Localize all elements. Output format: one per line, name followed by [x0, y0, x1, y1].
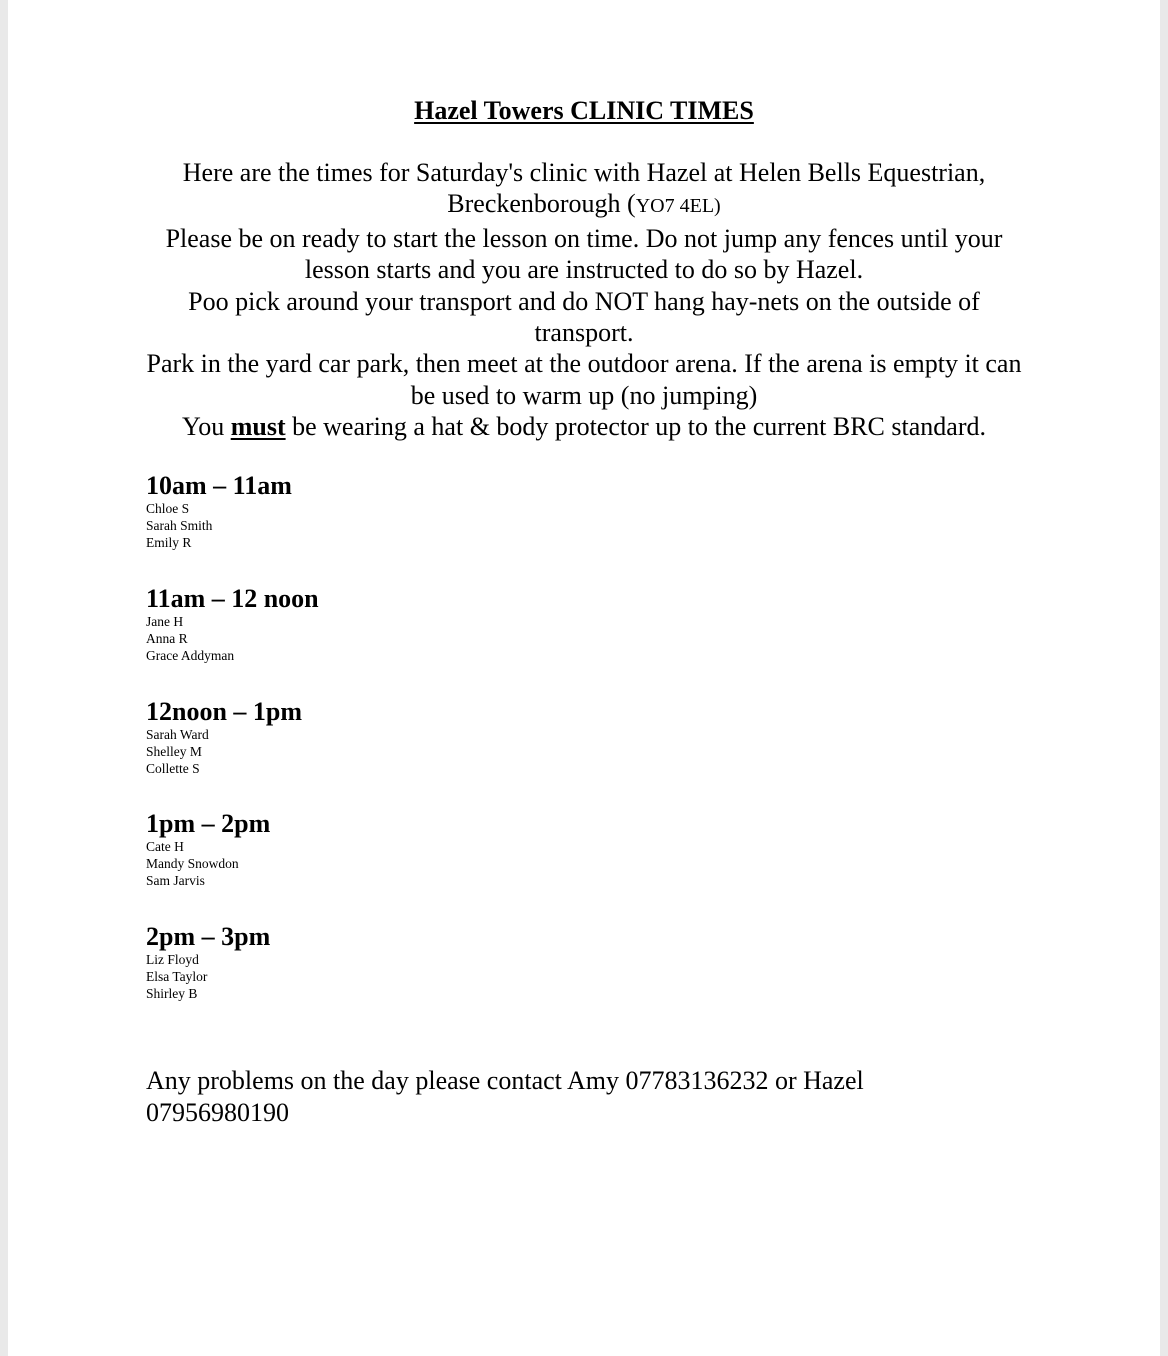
- rider-list: [146, 727, 746, 777]
- intro-venue-text: Here are the times for Saturday's clinic with Hazel at Helen Bells Equestrian, Breckenborough (: [182, 158, 986, 219]
- rider-name: Sarah Smith: [146, 517, 213, 533]
- safety-text-after: be wearing a hat & body protector up to the current BRC standard.: [285, 412, 986, 442]
- contact-note: Any problems on the day please contact Amy 07783136232 or Hazel 07956980190: [146, 1066, 864, 1127]
- rider-name: Emily R: [146, 534, 192, 550]
- rider-name: Grace Addyman: [146, 647, 235, 663]
- time-slot-2: [146, 584, 746, 664]
- intro-postcode: YO7 4EL): [635, 195, 721, 218]
- rider-name: Mandy Snowdon: [146, 855, 239, 871]
- rider-name: Collette S: [146, 760, 200, 776]
- time-slot-4: [146, 809, 746, 889]
- rider-name: Shelley M: [146, 743, 202, 759]
- rider-list: [146, 614, 746, 664]
- rider-list: [146, 952, 746, 1002]
- slot-time: 12noon – 1pm: [146, 697, 303, 726]
- time-slot-5: [146, 922, 746, 1002]
- document-title: [0, 95, 1168, 127]
- rider-name: Anna R: [146, 630, 188, 646]
- rider-list: [146, 501, 746, 551]
- intro-transport-line: Poo pick around your transport and do NOT hang hay-nets on the outside of transport.: [188, 286, 980, 348]
- rider-list: [146, 839, 746, 889]
- rider-name: Sarah Ward: [146, 727, 209, 742]
- rider-name: Chloe S: [146, 501, 190, 516]
- safety-emphasis: must: [230, 412, 286, 442]
- rider-name: Shirley B: [146, 985, 198, 1001]
- rider-name: Cate H: [146, 839, 184, 854]
- intro-block: [142, 157, 1026, 443]
- intro-venue-line: [142, 157, 1026, 223]
- safety-text-before: You: [182, 412, 231, 442]
- rider-name: Sam Jarvis: [146, 872, 205, 888]
- slot-time: 11am – 12 noon: [146, 584, 319, 613]
- rider-name: Liz Floyd: [146, 952, 199, 967]
- document-title-text: Hazel Towers CLINIC TIMES: [414, 96, 754, 125]
- intro-safety-line: [142, 411, 1026, 442]
- rider-name: Jane H: [146, 614, 184, 629]
- slot-time: 1pm – 2pm: [146, 809, 271, 838]
- intro-parking-line: Park in the yard car park, then meet at the outdoor arena. If the arena is empty it can be used to warm up (no jumping): [146, 349, 1022, 410]
- intro-punctuality-line: Please be on ready to start the lesson on time. Do not jump any fences until your lesson starts and you are instructed to do so by Hazel.: [165, 223, 1003, 285]
- time-slot-1: [146, 471, 746, 551]
- time-slot-3: [146, 697, 746, 777]
- rider-name: Elsa Taylor: [146, 968, 208, 984]
- slot-time: 10am – 11am: [146, 471, 292, 500]
- slot-time: 2pm – 3pm: [146, 922, 271, 951]
